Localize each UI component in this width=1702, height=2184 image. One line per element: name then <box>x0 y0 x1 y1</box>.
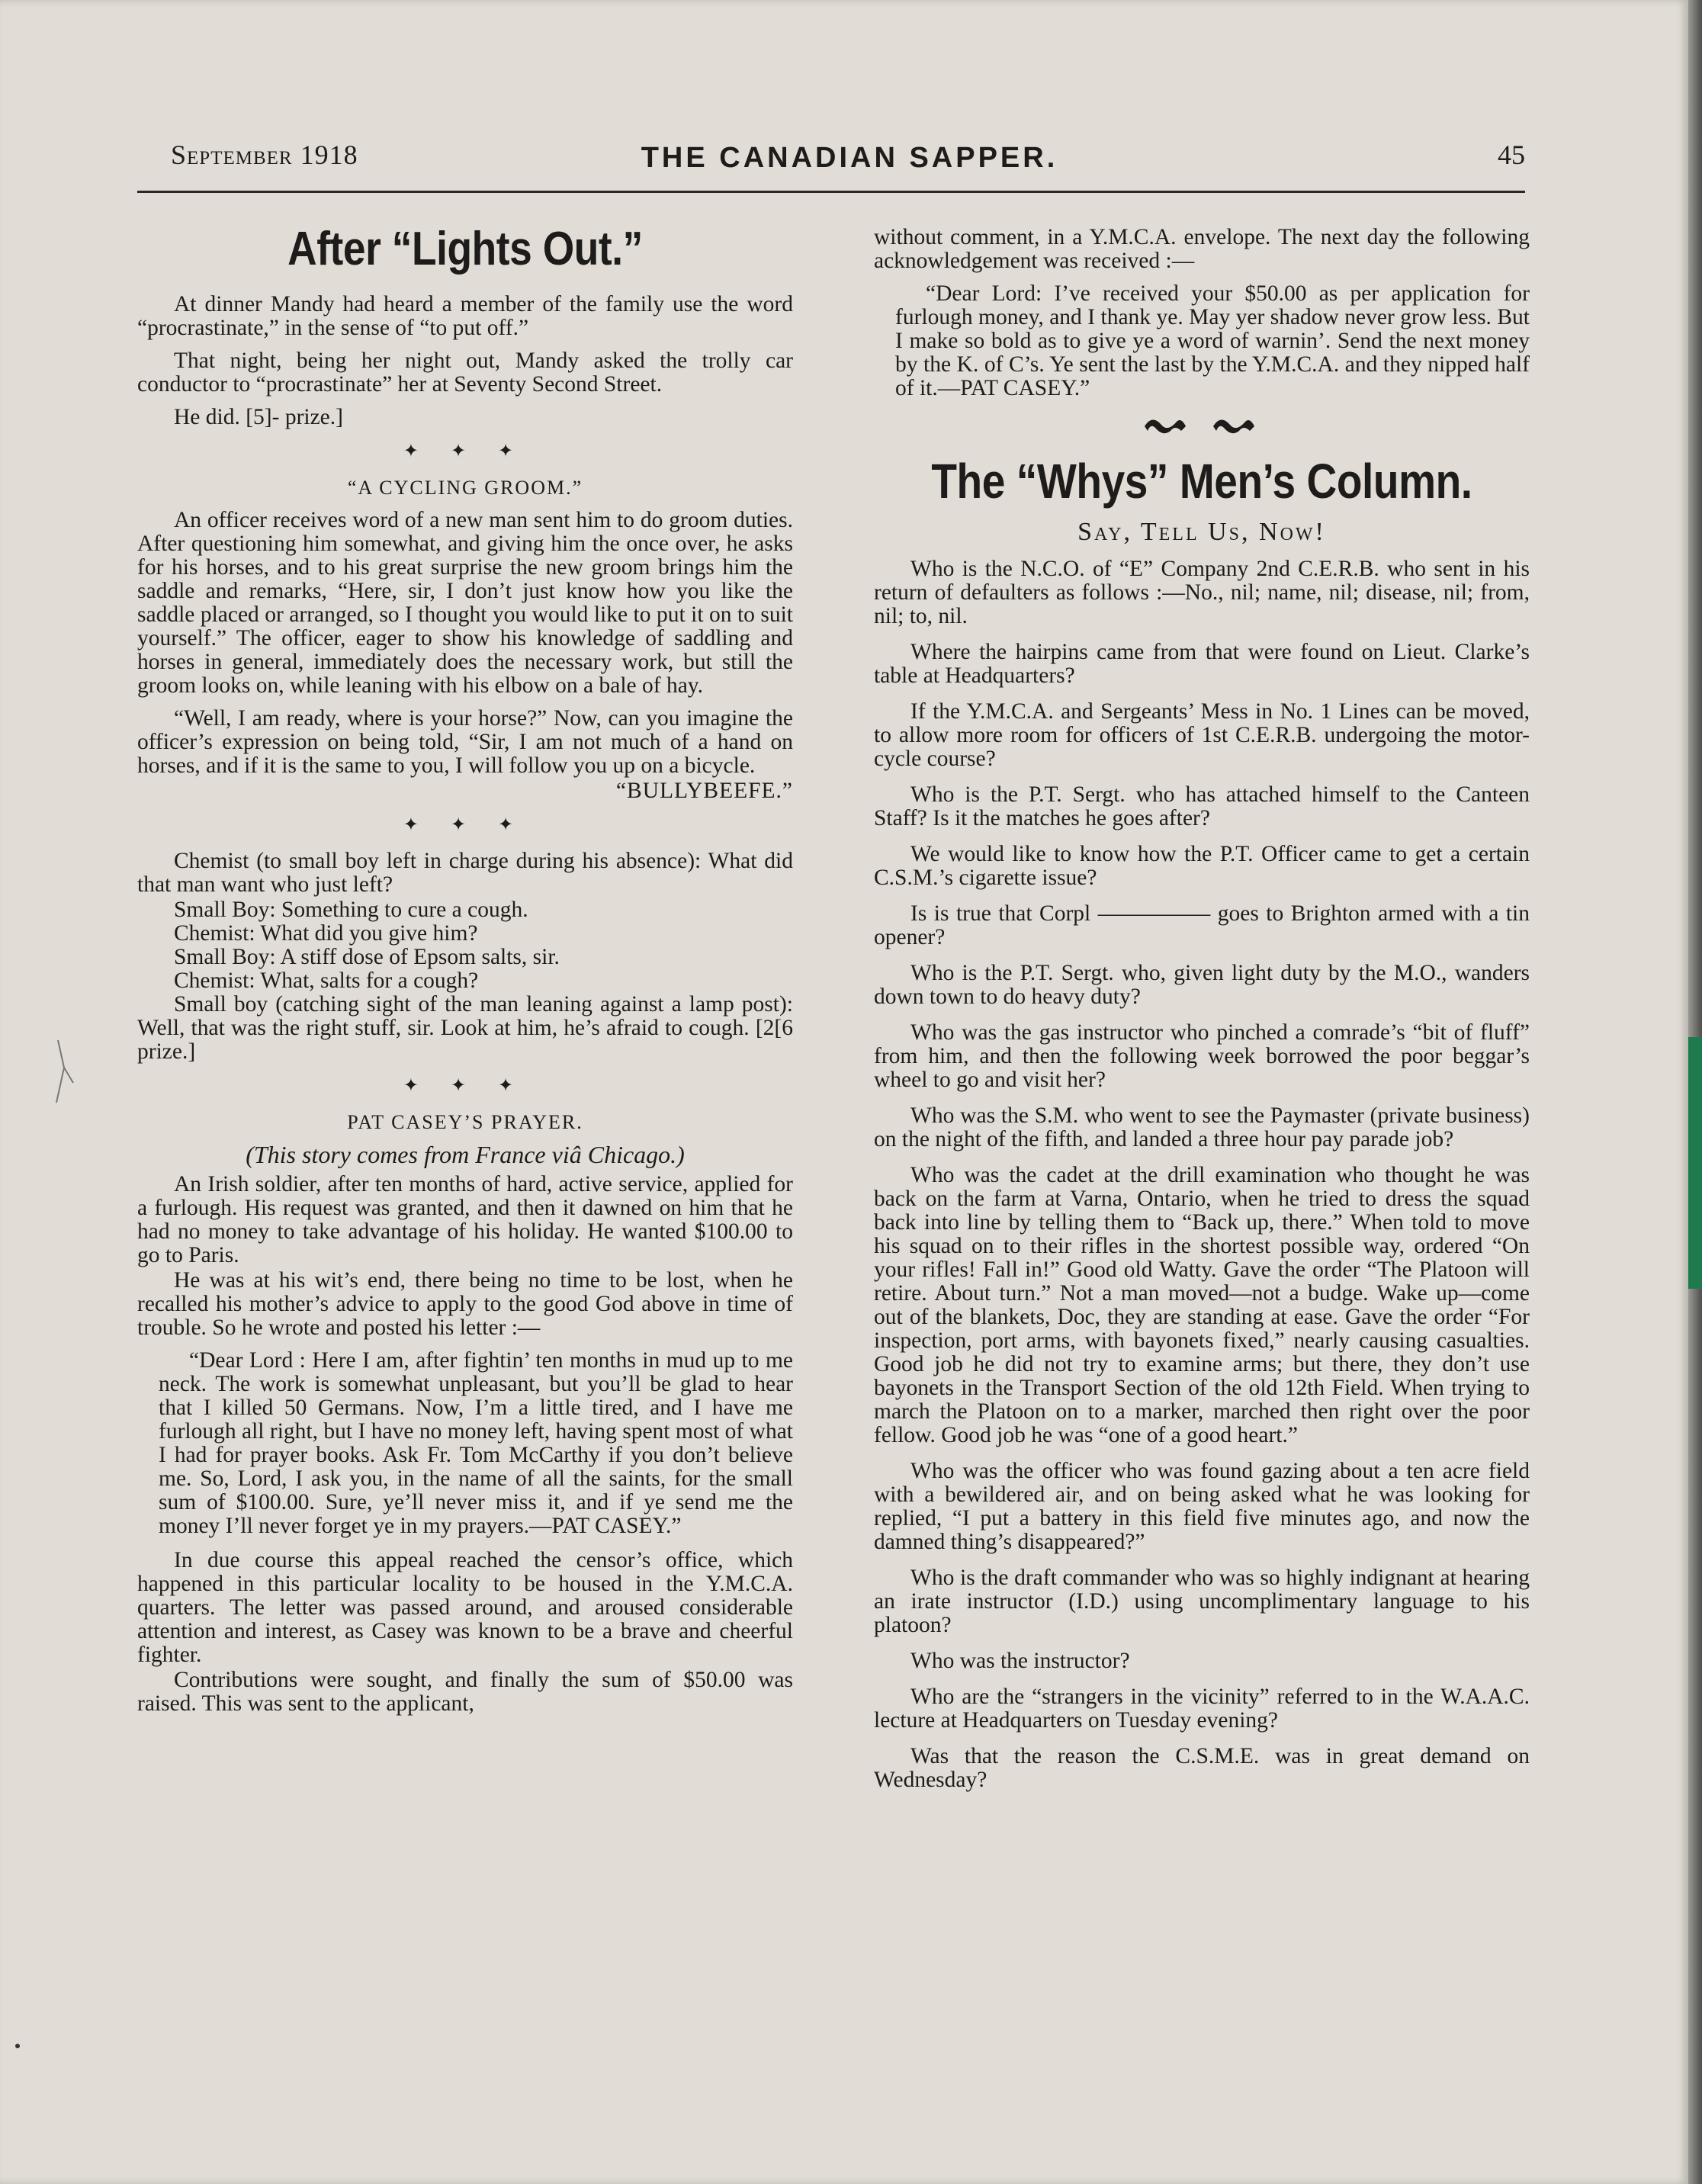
dialogue-line: Chemist: What, salts for a cough? <box>174 968 479 993</box>
page-header <box>171 139 1525 177</box>
paragraph: An officer receives word of a new man sent him to do groom duties. After questioning him somewhat, and giving him the once over, he asks for his horses, and to his great surprise the new groom brings him the saddle and remarks, “Here, sir, I don’t just know how you like the saddle placed or arranged, so I thought you would like to put it on to suit yourself.” The officer, eager to show his knowledge of saddling and horses in general, immediately does the necessary work, but still the groom looks on, while leaning with his elbow on a bale of hay. <box>137 508 793 698</box>
separator-ornament: ✦ ✦ ✦ <box>403 442 528 461</box>
question-item: Who was the S.M. who went to see the Paymaster (private business) on the night of the fifth, and landed a three hour pay parade job? <box>874 1103 1530 1151</box>
signature: “BULLYBEEFE.” <box>615 779 793 803</box>
section-title-whys-column: The “Whys” Men’s Column. <box>931 454 1472 509</box>
publication-title: THE CANADIAN SAPPER. <box>641 142 1058 174</box>
question-item: Who was the cadet at the drill examination who thought he was back on the farm at Varna, Ontario, when he tried to dress the squad back into line by telling them to “Back up, there.” When told to move his squad on to their rifles in the shortest possible way, ordered “On your rifles! Fall in!” Good old Watty. Gave the order “The Platoon will retire. About turn.” Not a man moved—not a budge. Wake up—come out of the blankets, Doc, they are standing at ease. Gave the order “For inspection, port arms, with bayonets fixed,” nearly causing casualties. Good job he did not try to examine arms; but there, they don’t use bayonets in the Transport Section of the old 12th Field. When trying to march the Platoon on to a marker, marched then right over the poor fellow. Good job he was “one of a good heart.” <box>874 1163 1530 1447</box>
paragraph: Small boy (catching sight of the man leaning against a lamp post): Well, that was the right stuff, sir. Look at him, he’s afraid to cough. [2[6 prize.] <box>137 992 793 1064</box>
question-item: Who is the P.T. Sergt. who, given light duty by the M.O., wanders down town to do heavy duty? <box>874 961 1530 1009</box>
green-tab <box>1688 1037 1702 1289</box>
dialogue-block <box>137 898 793 993</box>
paragraph: He did. [5]- prize.] <box>174 405 343 429</box>
question-item: Who was the gas instructor who pinched a comrade’s “bit of fluff” from him, and then the following week borrowed the poor beggar’s wheel to go and visit her? <box>874 1020 1530 1092</box>
paragraph: “Well, I am ready, where is your horse?” Now, can you imagine the officer’s expression on being told, “Sir, I am not much of a hand on horses, and if it is the same to you, I will follow you up on a bicycle. <box>137 706 793 778</box>
story-subheading: (This story comes from France viâ Chicago.) <box>246 1141 685 1168</box>
separator-ornament: ✦ ✦ ✦ <box>403 815 528 835</box>
separator-ornament: ✦ ✦ ✦ <box>403 1076 528 1096</box>
question-item: Where the hairpins came from that were found on Lieut. Clarke’s table at Headquarters? <box>874 640 1530 688</box>
story-heading: PAT CASEY’S PRAYER. <box>347 1111 583 1133</box>
paragraph: He was at his wit’s end, there being no time to be lost, when he recalled his mother’s advice to apply to the good God above in time of trouble. So he wrote and posted his letter :— <box>137 1268 793 1340</box>
right-column <box>874 200 1530 1804</box>
section-title-lights-out: After “Lights Out.” <box>287 223 643 275</box>
paragraph: Chemist (to small boy left in charge during his absence): What did that man want who just left? <box>137 849 793 897</box>
pencil-mark <box>53 1037 76 1106</box>
left-column <box>137 200 793 1725</box>
paragraph: Contributions were sought, and finally the sum of $50.00 was raised. This was sent to the applicant, <box>137 1668 793 1716</box>
paragraph: An Irish soldier, after ten months of hard, active service, applied for a furlough. His request was granted, and then it dawned on him that he had no money to take advantage of his holiday. He wanted $100.00 to go to Paris. <box>137 1172 793 1267</box>
paragraph: In due course this appeal reached the censor’s office, which happened in this particular locality to be housed in the Y.M.C.A. quarters. The letter was passed around, and aroused considerable attention and interest, as Casey was known to be a brave and cheerful fighter. <box>137 1548 793 1667</box>
paragraph-continuation: without comment, in a Y.M.C.A. envelope. The next day the following acknowledgement was received :— <box>874 225 1530 273</box>
letter-quote <box>895 282 1530 400</box>
header-rule <box>137 191 1525 193</box>
question-item: Who was the officer who was found gazing about a ten acre field with a bewildered air, and on being asked what he was looking for replied, “I put a battery in this field five minutes ago, and now the damned thing’s disappeared?” <box>874 1459 1530 1554</box>
paragraph: That night, being her night out, Mandy asked the trolly car conductor to “procrastinate” her at Seventy Second Street. <box>137 348 793 397</box>
question-item: Who was the instructor? <box>910 1649 1130 1673</box>
page-number: 45 <box>1498 140 1525 170</box>
question-item: Who is the P.T. Sergt. who has attached himself to the Canteen Staff? Is it the matches he goes after? <box>874 782 1530 830</box>
question-item: Who are the “strangers in the vicinity” referred to in the W.A.A.C. lecture at Headquarters on Tuesday evening? <box>874 1685 1530 1733</box>
question-item: We would like to know how the P.T. Officer came to get a certain C.S.M.’s cigarette issue? <box>874 842 1530 890</box>
issue-date: September 1918 <box>171 140 358 170</box>
question-item: Who is the N.C.O. of “E” Company 2nd C.E.R.B. who sent in his return of defaulters as follows :—No., nil; name, nil; disease, nil; from, nil; to, nil. <box>874 557 1530 628</box>
section-subtitle: Say, Tell Us, Now! <box>1077 518 1326 546</box>
question-item: Was that the reason the C.S.M.E. was in great demand on Wednesday? <box>874 1744 1530 1792</box>
story-heading: “A CYCLING GROOM.” <box>347 477 583 499</box>
question-item: Who is the draft commander who was so highly indignant at hearing an irate instructor (I.D.) using uncomplimentary language to his platoon? <box>874 1566 1530 1637</box>
letter-quote <box>159 1349 793 1538</box>
question-item: Is is true that Corpl ————— goes to Brighton armed with a tin opener? <box>874 901 1530 949</box>
question-item: If the Y.M.C.A. and Sergeants’ Mess in No. 1 Lines can be moved, to allow more room for officers of 1st C.E.R.B. undergoing the motor-cycle course? <box>874 699 1530 771</box>
speck <box>15 2044 20 2048</box>
letter-text: “Dear Lord : Here I am, after fightin’ ten months in mud up to me neck. The work is somewhat unpleasant, but you’ll be glad to hear that I killed 50 Germans. Now, I’m a little tired, and I have me furlough all right, but I have no money left, having spent most of what I had for prayer books. Ask Fr. Tom McCarthy if you don’t believe me. So, Lord, I ask you, in the name of all the saints, for the small sum of $100.00. Sure, ye’ll never miss it, and if ye send me the money I’ll never forget ye in my prayers.—PAT CASEY.” <box>159 1348 793 1538</box>
letter-text: “Dear Lord: I’ve received your $50.00 as per application for furlough money, and I thank ye. May yer shadow never grow less. But I make so bold as to give ye a word of warnin’. Send the next money by the K. of C’s. Ye sent the last by the Y.M.C.A. and they nipped half of it.—PAT CASEY.” <box>895 281 1530 400</box>
dialogue-line: Chemist: What did you give him? <box>174 921 478 946</box>
ornament-squiggle <box>874 411 1530 442</box>
paragraph: At dinner Mandy had heard a member of the family use the word “procrastinate,” in the sense of “to put off.” <box>137 292 793 340</box>
dialogue-line: Small Boy: Something to cure a cough. <box>174 898 528 922</box>
question-list <box>874 557 1530 1792</box>
dialogue-line: Small Boy: A stiff dose of Epsom salts, sir. <box>174 945 560 969</box>
